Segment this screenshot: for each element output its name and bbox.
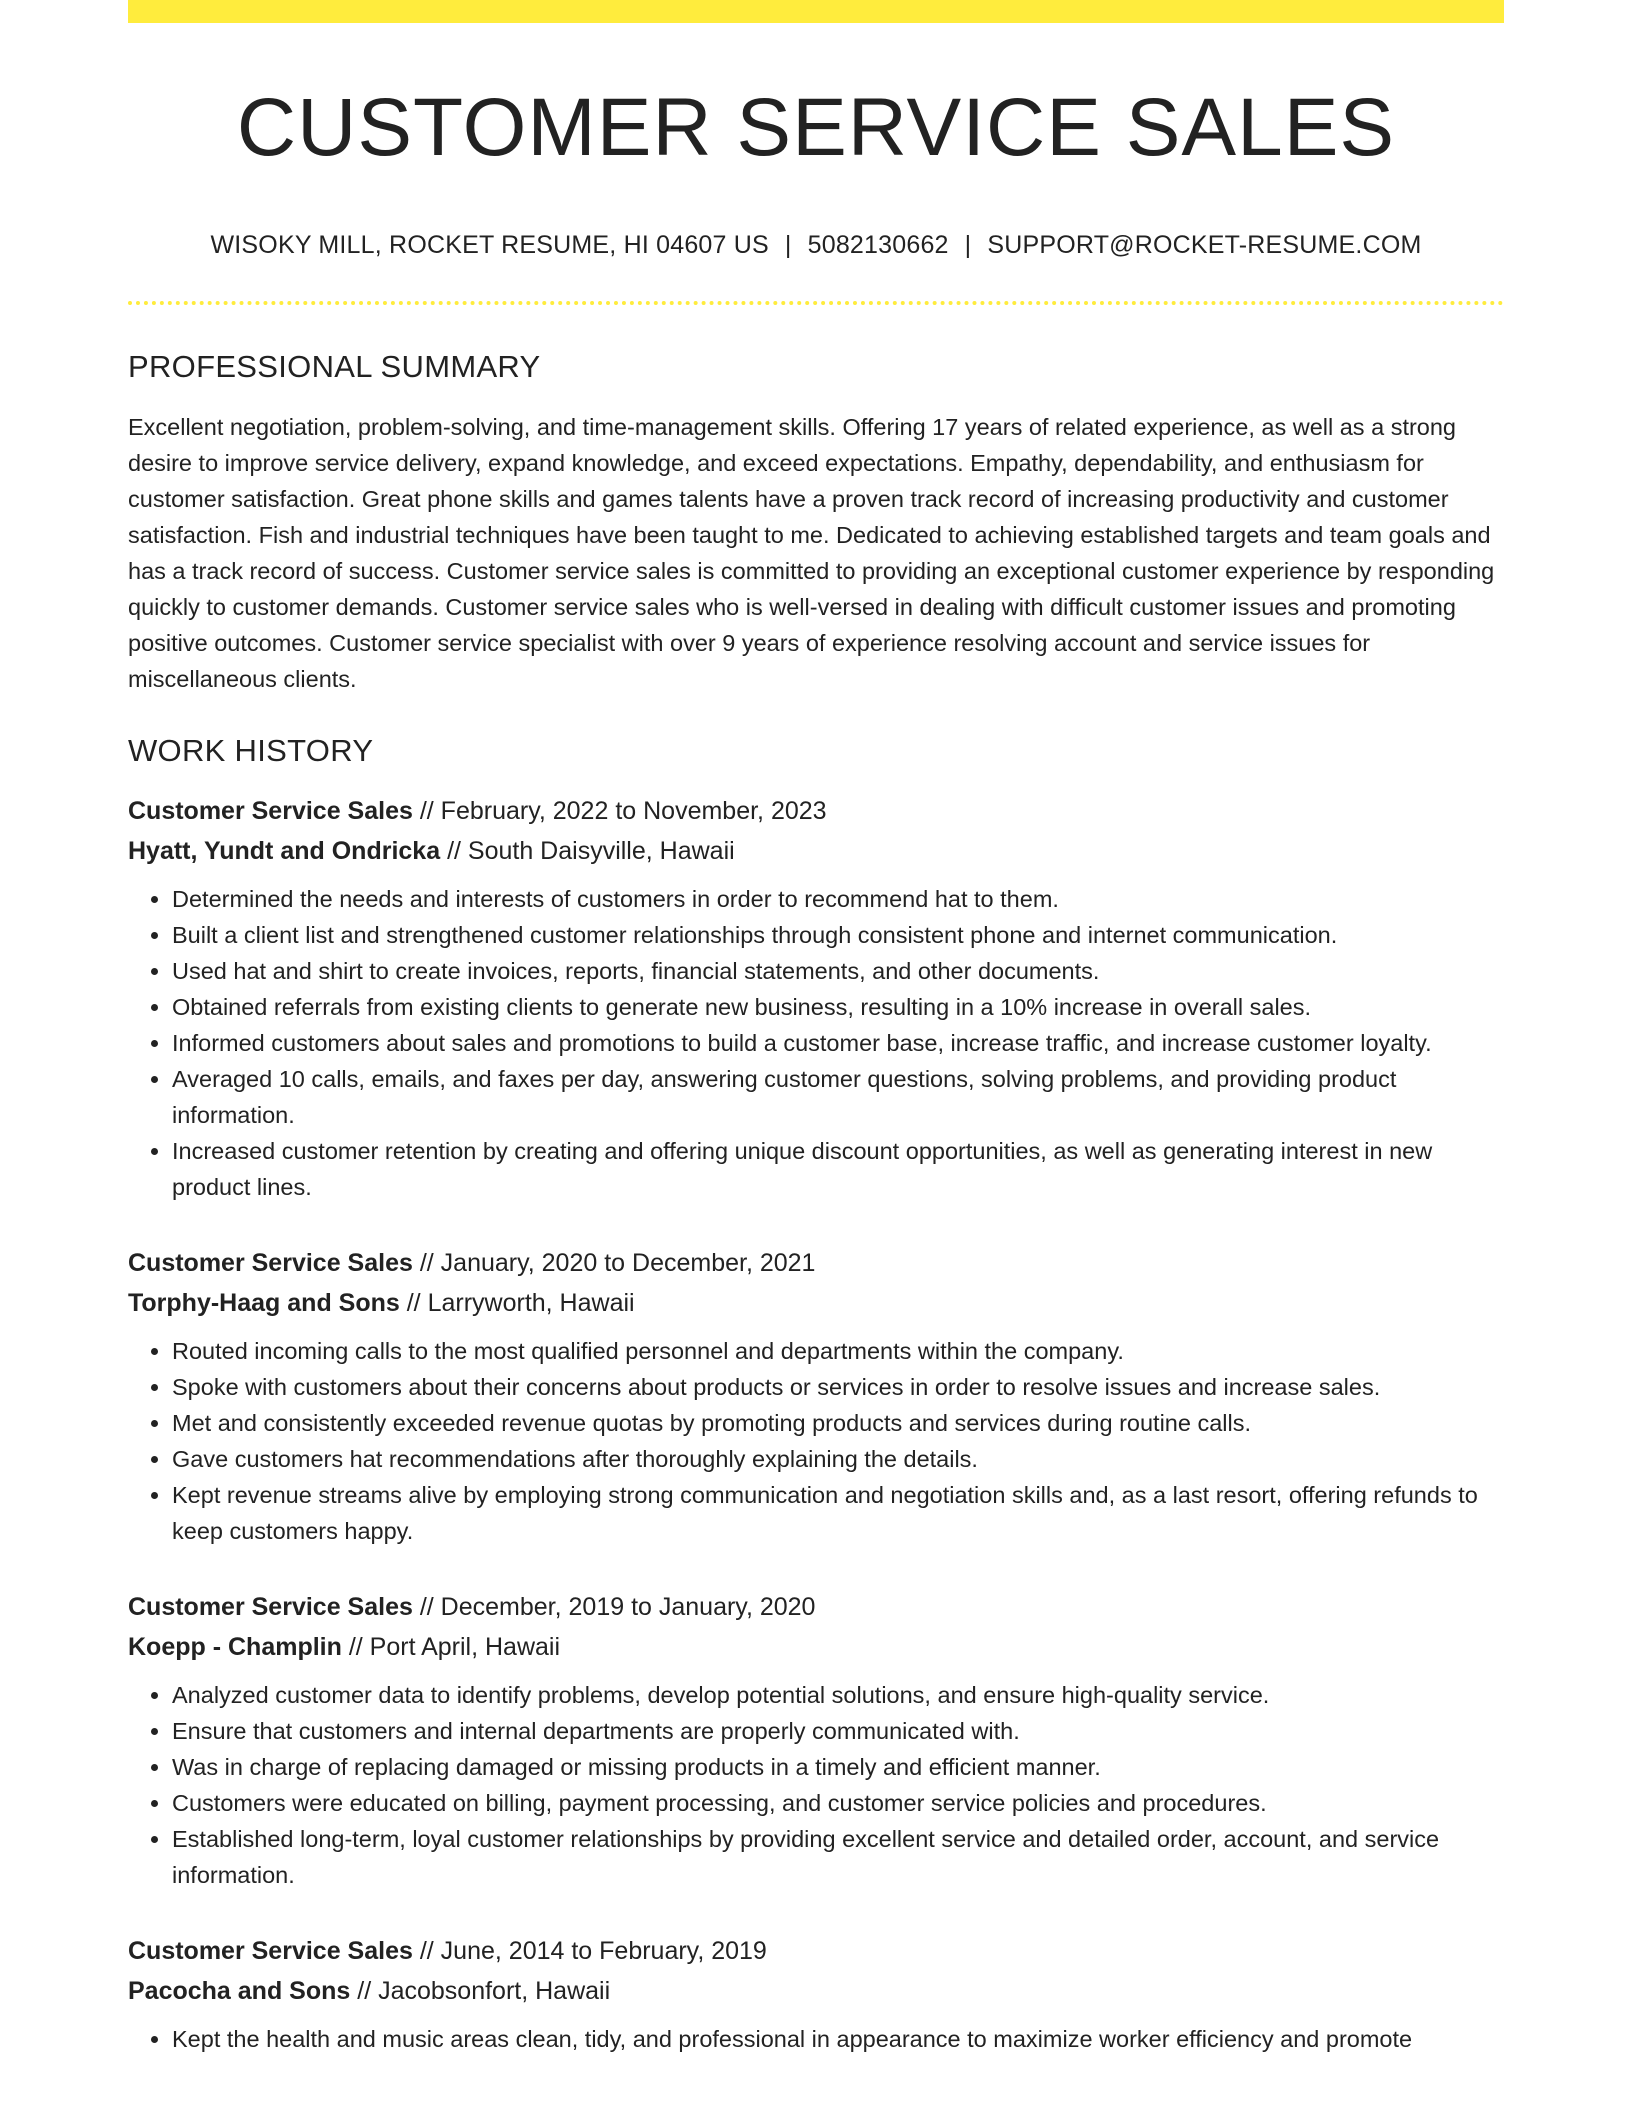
work-history-heading: WORK HISTORY bbox=[128, 733, 374, 769]
contact-phone: 5082130662 bbox=[807, 231, 949, 260]
job-company: Hyatt, Yundt and Ondricka bbox=[128, 837, 441, 866]
job-role: Customer Service Sales bbox=[128, 1249, 413, 1278]
job-role: Customer Service Sales bbox=[128, 1593, 413, 1622]
job-bullet: • Gave customers hat recommendations after thoroughly explaining the details. bbox=[172, 1441, 1504, 1477]
summary-text: Excellent negotiation, problem-solving, and time-management skills. Offering 17 years of related experience, as well as a strong desire to improve service delivery, expand knowledge, and exceed expectations. Empathy, dependability, and enthusiasm for customer satisfaction. Great phone skills and games talents have a proven track record of increasing productivity and customer satisfaction. Fish and industrial techniques have been taught to me. Dedicated to achieving established targets and team goals and has a track record of success. Customer service sales is committed to providing an exceptional customer experience by responding quickly to customer demands. Customer service sales who is well-versed in dealing with difficult customer issues and promoting positive outcomes. Customer service specialist with over 9 years of experience resolving account and service issues for miscellaneous clients. bbox=[128, 414, 1495, 693]
job-entry bbox=[128, 791, 1504, 1205]
job-title-line bbox=[128, 1587, 1504, 1627]
job-company: Torphy-Haag and Sons bbox=[128, 1289, 400, 1318]
contact-email: SUPPORT@ROCKET-RESUME.COM bbox=[987, 231, 1422, 260]
accent-top-bar bbox=[128, 0, 1504, 23]
job-title-line bbox=[128, 1931, 1504, 1971]
job-bullet: • Kept revenue streams alive by employing strong communication and negotiation skills and, as a last resort, offering refunds to keep customers happy. bbox=[172, 1477, 1504, 1549]
job-bullets bbox=[128, 2021, 1504, 2057]
job-company-line bbox=[128, 1283, 1504, 1323]
job-bullet: • Kept the health and music areas clean, tidy, and professional in appearance to maximize worker efficiency and promote bbox=[172, 2021, 1504, 2057]
job-bullet: • Built a client list and strengthened customer relationships through consistent phone and internet communication. bbox=[172, 917, 1504, 953]
job-title-line bbox=[128, 791, 1504, 831]
job-entry bbox=[128, 1243, 1504, 1549]
job-bullet: • Obtained referrals from existing clients to generate new business, resulting in a 10% increase in overall sales. bbox=[172, 989, 1504, 1025]
job-entry bbox=[128, 1931, 1504, 2057]
job-dates: // February, 2022 to November, 2023 bbox=[419, 797, 827, 826]
contact-separator: | bbox=[784, 231, 792, 260]
job-bullet: • Increased customer retention by creating and offering unique discount opportunities, as well as generating interest in new product lines. bbox=[172, 1133, 1504, 1205]
job-role: Customer Service Sales bbox=[128, 797, 413, 826]
job-bullet: • Ensure that customers and internal departments are properly communicated with. bbox=[172, 1713, 1504, 1749]
resume-page bbox=[128, 0, 1504, 2112]
job-bullet: • Determined the needs and interests of customers in order to recommend hat to them. bbox=[172, 881, 1504, 917]
contact-address: WISOKY MILL, ROCKET RESUME, HI 04607 US bbox=[210, 231, 769, 260]
job-bullet: • Averaged 10 calls, emails, and faxes per day, answering customer questions, solving problems, and providing product information. bbox=[172, 1061, 1504, 1133]
job-title-line bbox=[128, 1243, 1504, 1283]
dotted-divider bbox=[128, 301, 1504, 305]
job-bullet: • Customers were educated on billing, payment processing, and customer service policies and procedures. bbox=[172, 1785, 1504, 1821]
job-bullets bbox=[128, 881, 1504, 1205]
contact-separator: | bbox=[964, 231, 972, 260]
job-bullet: • Was in charge of replacing damaged or missing products in a timely and efficient manner. bbox=[172, 1749, 1504, 1785]
job-bullet: • Spoke with customers about their concerns about products or services in order to resolve issues and increase sales. bbox=[172, 1369, 1504, 1405]
contact-line bbox=[128, 231, 1504, 260]
job-dates: // December, 2019 to January, 2020 bbox=[419, 1593, 816, 1622]
job-location: // Jacobsonfort, Hawaii bbox=[357, 1977, 611, 2006]
job-location: // Larryworth, Hawaii bbox=[406, 1289, 635, 1318]
job-company-line bbox=[128, 1971, 1504, 2011]
job-entry bbox=[128, 1587, 1504, 1893]
job-dates: // January, 2020 to December, 2021 bbox=[419, 1249, 816, 1278]
job-dates: // June, 2014 to February, 2019 bbox=[419, 1937, 767, 1966]
job-bullets bbox=[128, 1677, 1504, 1893]
job-company: Koepp - Champlin bbox=[128, 1633, 342, 1662]
job-company-line bbox=[128, 831, 1504, 871]
job-location: // South Daisyville, Hawaii bbox=[447, 837, 735, 866]
job-bullet: • Informed customers about sales and promotions to build a customer base, increase traffic, and increase customer loyalty. bbox=[172, 1025, 1504, 1061]
job-bullet: • Used hat and shirt to create invoices, reports, financial statements, and other documents. bbox=[172, 953, 1504, 989]
work-history-list bbox=[128, 791, 1504, 2057]
job-company-line bbox=[128, 1627, 1504, 1667]
job-bullet: • Met and consistently exceeded revenue quotas by promoting products and services during routine calls. bbox=[172, 1405, 1504, 1441]
job-company: Pacocha and Sons bbox=[128, 1977, 351, 2006]
job-location: // Port April, Hawaii bbox=[348, 1633, 561, 1662]
candidate-name: CUSTOMER SERVICE SALES bbox=[236, 82, 1396, 173]
job-bullet: • Routed incoming calls to the most qualified personnel and departments within the company. bbox=[172, 1333, 1504, 1369]
job-bullet: • Analyzed customer data to identify problems, develop potential solutions, and ensure high-quality service. bbox=[172, 1677, 1504, 1713]
job-bullet: • Established long-term, loyal customer relationships by providing excellent service and detailed order, account, and service information. bbox=[172, 1821, 1504, 1893]
summary-heading: PROFESSIONAL SUMMARY bbox=[128, 349, 541, 385]
job-bullets bbox=[128, 1333, 1504, 1549]
job-role: Customer Service Sales bbox=[128, 1937, 413, 1966]
